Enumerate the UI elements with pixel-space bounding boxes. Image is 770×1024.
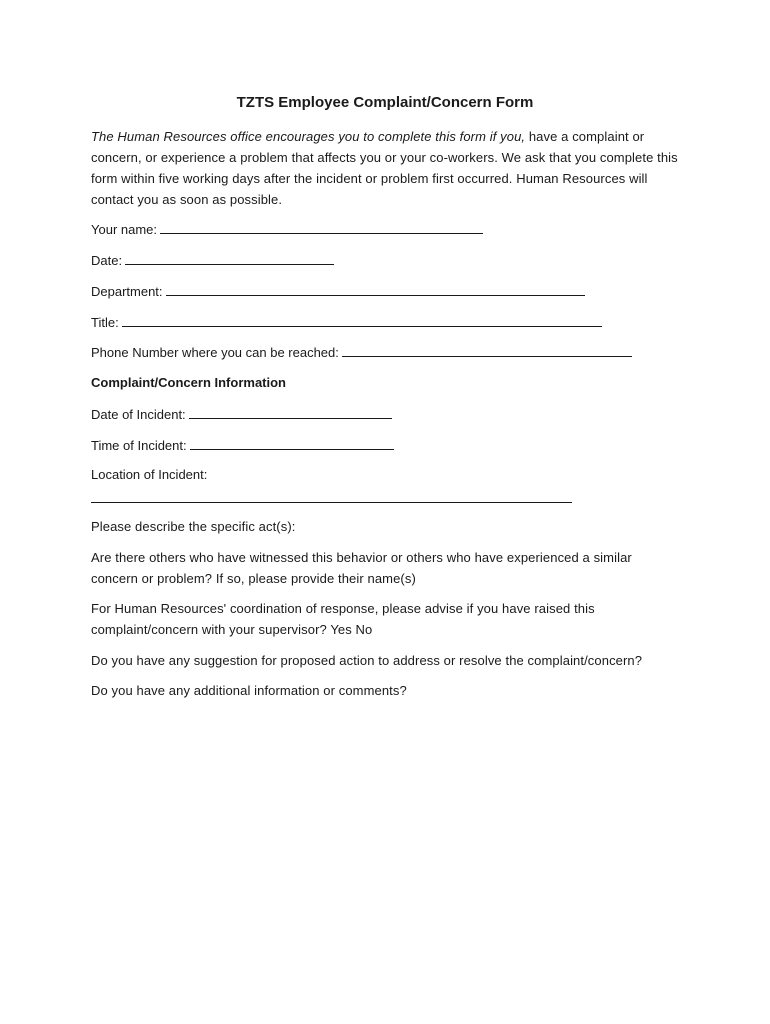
intro-paragraph xyxy=(91,126,691,210)
date-row xyxy=(91,251,334,270)
phone-field[interactable] xyxy=(342,343,632,357)
incident-time-label: Time of Incident: xyxy=(91,438,187,453)
phone-label: Phone Number where you can be reached: xyxy=(91,345,339,360)
section-heading: Complaint/Concern Information xyxy=(91,375,286,390)
intro-text: have a complaint or concern, or experience a problem that affects you or your co-workers. We ask that you complete this form within five working days after the incident or problem first occurred. Human Resources will contact you as soon as possible. xyxy=(91,129,678,207)
date-label: Date: xyxy=(91,253,123,268)
incident-time-row xyxy=(91,436,394,455)
suggestion-question: Do you have any suggestion for proposed action to address or resolve the complaint/concern? xyxy=(91,653,643,668)
page-title: TZTS Employee Complaint/Concern Form xyxy=(236,94,534,111)
intro-italic-text: The Human Resources office encourages you to complete this form if you, xyxy=(91,129,526,144)
supervisor-question: For Human Resources' coordination of response, please advise if you have raised this complaint/concern with your supervisor? Yes No xyxy=(91,601,595,637)
your-name-field[interactable] xyxy=(160,220,483,234)
describe-question: Please describe the specific act(s): xyxy=(91,519,296,534)
date-field[interactable] xyxy=(125,251,334,265)
title-label: Title: xyxy=(91,315,119,330)
phone-row xyxy=(91,343,632,362)
department-row xyxy=(91,282,585,301)
incident-location-label: Location of Incident: xyxy=(91,467,208,482)
incident-location-field[interactable] xyxy=(91,502,572,503)
incident-date-label: Date of Incident: xyxy=(91,407,186,422)
witnesses-question: Are there others who have witnessed this behavior or others who have experienced a similar concern or problem? If so, please provide their name(s) xyxy=(91,550,632,586)
your-name-row xyxy=(91,220,483,239)
title-row xyxy=(91,313,602,332)
incident-time-field[interactable] xyxy=(190,436,394,450)
incident-date-row xyxy=(91,405,392,424)
title-field[interactable] xyxy=(122,313,602,327)
department-field[interactable] xyxy=(166,282,585,296)
department-label: Department: xyxy=(91,284,163,299)
additional-question: Do you have any additional information or comments? xyxy=(91,683,407,698)
your-name-label: Your name: xyxy=(91,222,158,237)
incident-date-field[interactable] xyxy=(189,405,392,419)
